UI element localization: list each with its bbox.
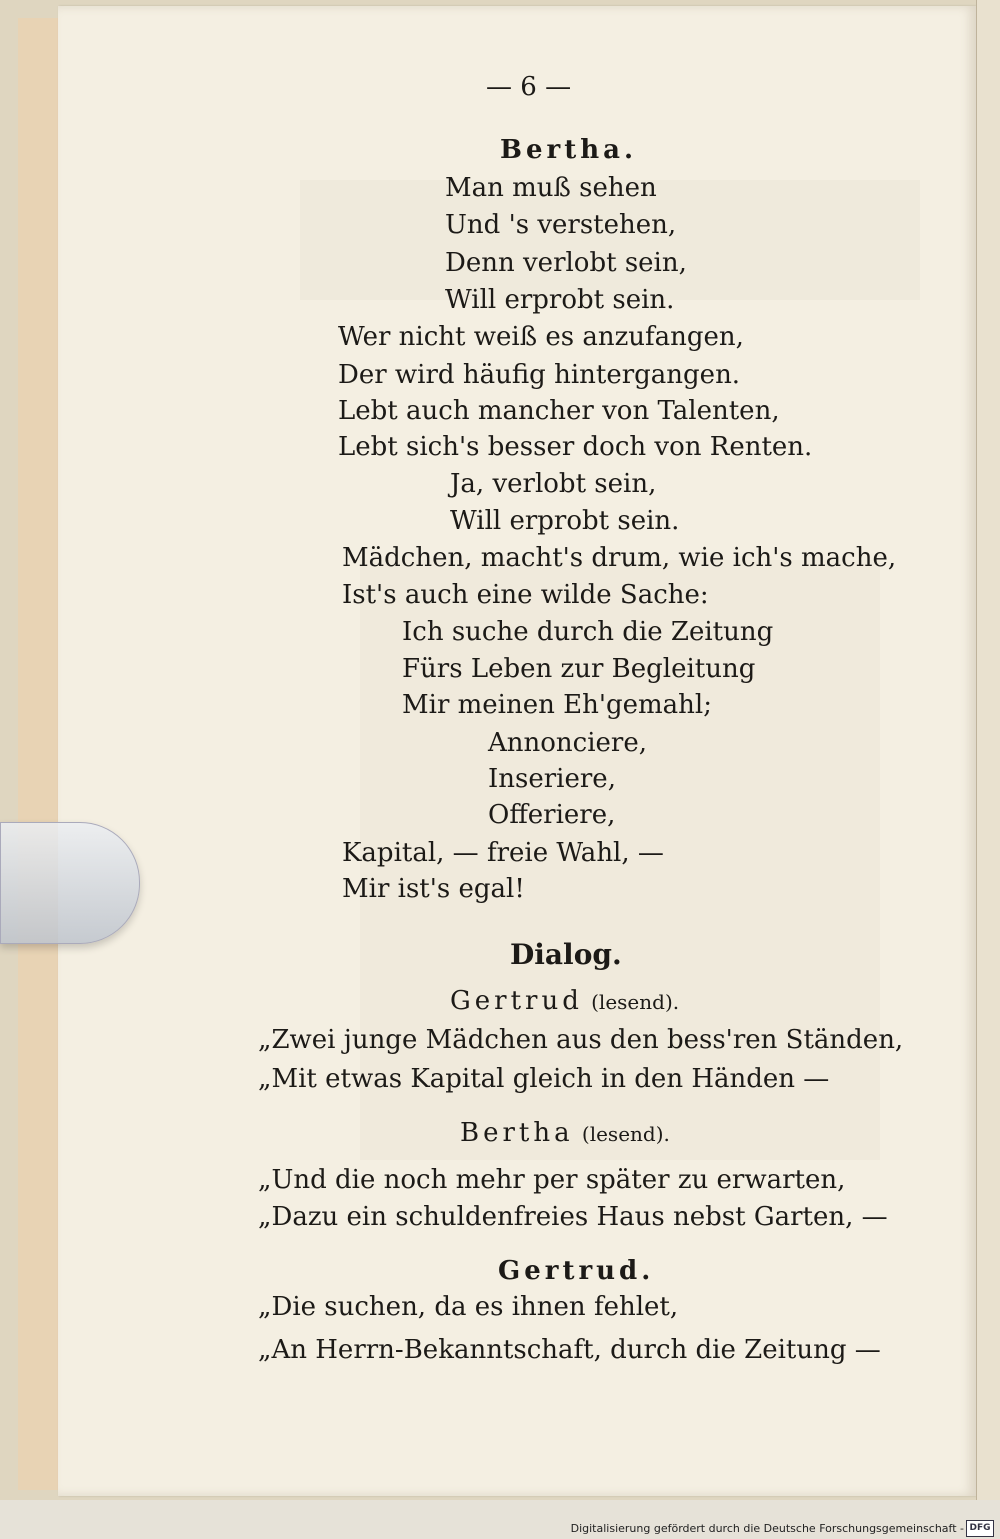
song-line: Annonciere,	[488, 728, 648, 758]
footer-credit: Digitalisierung gefördert durch die Deutsche Forschungsgemeinschaft -	[570, 1522, 964, 1535]
dfg-logo: DFG	[966, 1520, 994, 1537]
facing-page-edge	[976, 0, 1000, 1500]
song-line: Mädchen, macht's drum, wie ich's mache,	[342, 543, 897, 573]
page-edge	[18, 18, 63, 1490]
dialog-line: „An Herrn-Bekanntschaft, durch die Zeitung —	[258, 1335, 881, 1365]
song-line: Lebt sich's besser doch von Renten.	[338, 432, 813, 462]
stage-direction: (lesend).	[591, 990, 680, 1014]
song-line: Und 's verstehen,	[445, 210, 677, 240]
song-line: Will erprobt sein.	[445, 285, 675, 315]
song-line: Offeriere,	[488, 800, 616, 830]
song-line: Will erprobt sein.	[450, 506, 680, 536]
song-line: Mir meinen Eh'gemahl;	[402, 690, 713, 720]
song-line: Wer nicht weiß es anzufangen,	[338, 322, 744, 352]
song-line: Mir ist's egal!	[342, 874, 525, 904]
dialog-line: „Die suchen, da es ihnen fehlet,	[258, 1292, 679, 1322]
dialog-line: „Dazu ein schuldenfreies Haus nebst Garten, —	[258, 1202, 888, 1232]
speaker-gertrud: Gertrud.	[498, 1256, 655, 1286]
speaker-gertrud-line	[450, 986, 679, 1017]
song-line: Denn verlobt sein,	[445, 248, 687, 278]
song-line: Ich suche durch die Zeitung	[402, 617, 774, 647]
dialog-line: „Und die noch mehr per später zu erwarten,	[258, 1165, 846, 1195]
song-line: Inseriere,	[488, 764, 616, 794]
song-line: Der wird häufig hintergangen.	[338, 360, 741, 390]
dialog-line: „Zwei junge Mädchen aus den bess'ren Ständen,	[258, 1025, 904, 1055]
dialog-line: „Mit etwas Kapital gleich in den Händen —	[258, 1064, 830, 1094]
song-line: Kapital, — freie Wahl, —	[342, 838, 664, 868]
song-line: Man muß sehen	[445, 173, 657, 203]
page-clip	[0, 822, 140, 944]
song-line: Ja, verlobt sein,	[450, 469, 657, 499]
speaker-bertha: Bertha.	[500, 135, 638, 165]
stage-direction: (lesend).	[581, 1122, 670, 1146]
speaker-gertrud-reading: Gertrud	[450, 986, 583, 1016]
speaker-bertha-reading: Bertha	[460, 1118, 574, 1148]
dialog-heading: Dialog.	[510, 938, 622, 971]
page-number: — 6 —	[486, 72, 572, 102]
speaker-bertha-line	[460, 1118, 670, 1149]
song-line: Fürs Leben zur Begleitung	[402, 654, 756, 684]
song-line: Lebt auch mancher von Talenten,	[338, 396, 780, 426]
song-line: Ist's auch eine wilde Sache:	[342, 580, 709, 610]
